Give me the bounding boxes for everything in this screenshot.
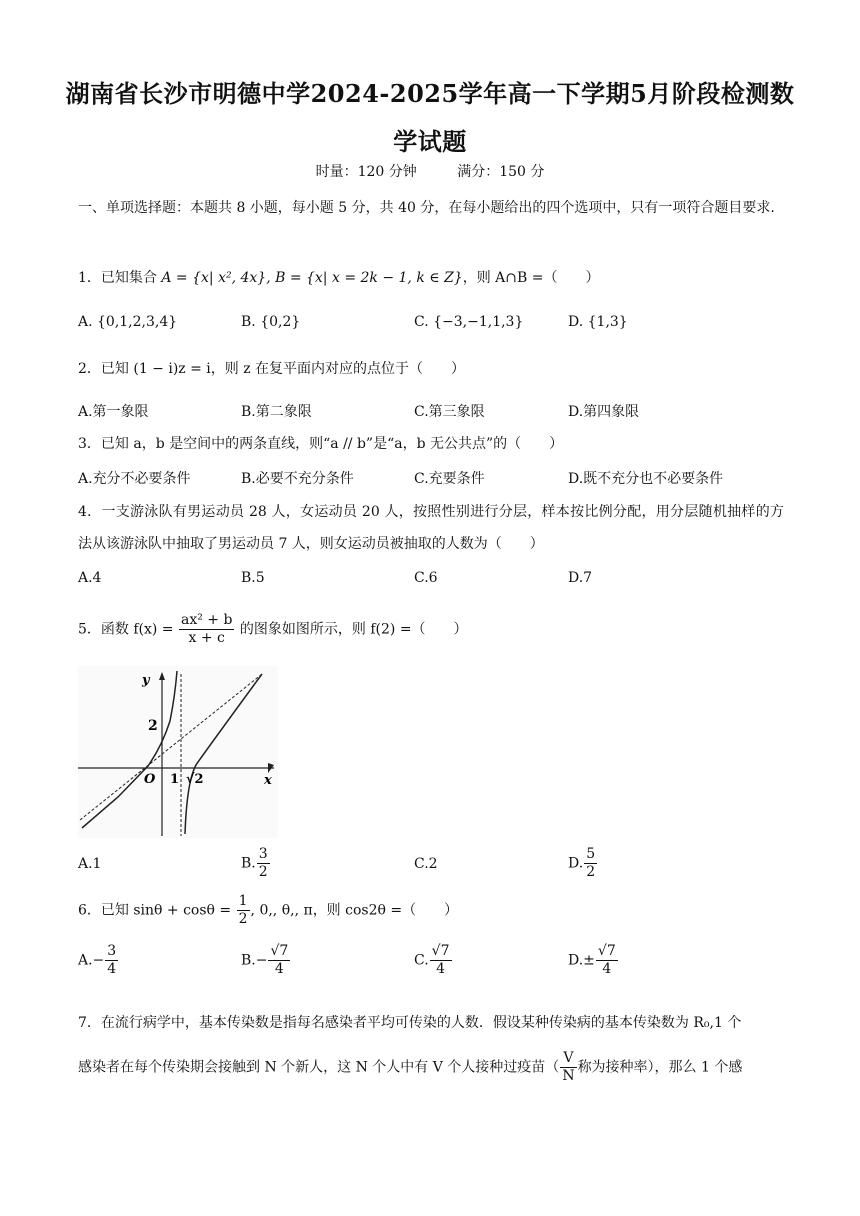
q1-option-d: D. {1,3}	[568, 314, 628, 330]
y-intercept-label: 2	[148, 718, 158, 734]
q2-option-a: A.第一象限	[78, 404, 149, 420]
q5-fraction	[179, 612, 234, 647]
q4-options	[78, 570, 784, 594]
q6-frac-num: 1	[238, 893, 248, 909]
q6-option-b-label: B.−	[241, 952, 268, 969]
q6-option-a-den: 4	[107, 961, 117, 977]
q5-option-d-frac	[584, 846, 597, 881]
q6-option-b-num: √7	[270, 943, 289, 959]
q6-mid: , 0,, θ,, π	[250, 902, 313, 919]
q6-option-c	[414, 943, 453, 978]
q4-option-b: B.5	[241, 570, 265, 586]
q5-option-b-label: B.	[241, 855, 256, 872]
q5-numerator: ax² + b	[181, 612, 233, 628]
q6-fraction	[237, 893, 250, 928]
q5-option-b	[241, 846, 271, 881]
q6-option-c-frac	[430, 943, 452, 978]
x-label: x	[264, 773, 272, 788]
q6-option-d-den: 4	[602, 961, 612, 977]
q7-line2-post: 称为接种率），那么 1 个感	[577, 1059, 743, 1076]
q2-option-d: D.第四象限	[568, 404, 640, 420]
q4-option-a: A.4	[78, 570, 102, 586]
question-5	[78, 612, 784, 647]
exam-meta	[0, 161, 860, 181]
q3-options	[78, 468, 784, 492]
function-graph	[78, 666, 278, 838]
q5-option-a: A.1	[78, 856, 102, 872]
q3-option-c: C.充要条件	[414, 471, 485, 487]
question-7-line-1: 7．在流行病学中，基本传染数是指每名感染者平均可传染的人数．假设某种传染病的基本传染数为 R₀,1 个	[78, 1015, 742, 1031]
q6-option-c-num: √7	[431, 943, 450, 959]
q6-option-d-num: √7	[597, 943, 616, 959]
q6-frac-den: 2	[238, 911, 248, 927]
exam-title: 湖南省长沙市明德中学2024-2025学年高一下学期5月阶段检测数学试题	[65, 79, 795, 156]
q6-option-d	[568, 943, 619, 978]
q5-option-d-den: 2	[586, 864, 596, 880]
q2-option-c: C.第三象限	[414, 404, 485, 420]
q5-option-b-frac	[257, 846, 270, 881]
q6-option-a	[78, 943, 119, 978]
q1-option-c: C. {−3,−1,1,3}	[414, 314, 524, 330]
q2-option-b: B.第二象限	[241, 404, 312, 420]
q4-option-d: D.7	[568, 570, 593, 586]
q6-option-c-label: C.	[414, 952, 429, 969]
q1-options	[78, 314, 784, 338]
q5-option-c: C.2	[414, 856, 438, 872]
q5-option-b-num: 3	[258, 846, 268, 862]
q6-option-a-frac	[105, 943, 118, 978]
q6-option-a-num: 3	[107, 943, 117, 959]
q7-fraction	[560, 1050, 576, 1085]
q7-frac-num: V	[560, 1050, 576, 1068]
q3-option-d: D.既不充分也不必要条件	[568, 471, 724, 487]
q6-option-c-den: 4	[436, 961, 446, 977]
question-4: 4．一支游泳队有男运动员 28 人，女运动员 20 人，按照性别进行分层，样本按比例分配，用分层随机抽样的方法从该游泳队中抽取了男运动员 7 人，则女运动员被抽取的人数为（ ）	[78, 504, 784, 552]
question-7-line-2	[78, 1050, 784, 1085]
q2-options	[78, 401, 784, 425]
q1-stem-post: ，则 A∩B =（ ）	[462, 270, 600, 286]
q5-denominator: x + c	[188, 630, 225, 646]
q6-option-d-frac	[596, 943, 618, 978]
q6-options	[78, 943, 784, 983]
q6-prefix: 6．已知 sinθ + cosθ =	[78, 902, 232, 919]
q3-option-a: A.充分不必要条件	[78, 471, 191, 487]
time-limit: 时量：120 分钟	[315, 164, 417, 180]
q6-option-b	[241, 943, 291, 978]
q6-option-d-label: D.±	[568, 952, 595, 969]
q7-line2-pre: 感染者在每个传染期会接触到 N 个新人，这 N 个人中有 V 个人接种过疫苗（	[78, 1059, 560, 1076]
y-label: y	[142, 673, 150, 688]
q5-suffix: 的图象如图所示，则 f(2) =（ ）	[239, 621, 468, 638]
question-6	[78, 893, 784, 928]
q5-option-d-num: 5	[586, 846, 596, 862]
q5-option-d-label: D.	[568, 855, 584, 872]
q4-option-c: C.6	[414, 570, 438, 586]
q1-option-a: A. {0,1,2,3,4}	[78, 314, 178, 330]
q7-frac-den: N	[562, 1068, 575, 1084]
question-2: 2．已知 (1 − i)z = i，则 z 在复平面内对应的点位于（ ）	[78, 361, 466, 377]
q5-options	[78, 846, 784, 886]
graph-background	[78, 666, 278, 838]
origin-label: O	[144, 772, 156, 787]
asymptote-label: 1	[170, 772, 180, 787]
full-score: 满分：150 分	[457, 164, 545, 180]
q6-option-a-label: A.−	[78, 952, 105, 969]
q5-prefix: 5．函数 f(x) =	[78, 621, 174, 638]
q6-suffix: ，则 cos2θ =（ ）	[312, 902, 459, 919]
q1-stem-pre: 1．已知集合	[78, 270, 162, 286]
q1-math: A = {x| x², 4x}, B = {x| x = 2k − 1, k ∈ Z}	[161, 270, 463, 286]
q6-option-b-frac	[268, 943, 290, 978]
q3-option-b: B.必要不充分条件	[241, 471, 354, 487]
q5-option-b-den: 2	[258, 864, 268, 880]
q6-option-b-den: 4	[274, 961, 284, 977]
root-label: √2	[186, 772, 204, 787]
question-1	[78, 268, 784, 288]
section-heading: 一、单项选择题：本题共 8 小题，每小题 5 分，共 40 分，在每小题给出的四个选项中，只有一项符合题目要求.	[78, 200, 775, 216]
q5-option-d	[568, 846, 598, 881]
q1-option-b: B. {0,2}	[241, 314, 301, 330]
question-3: 3．已知 a，b 是空间中的两条直线，则“a // b”是“a，b 无公共点”的（ ）	[78, 436, 564, 452]
